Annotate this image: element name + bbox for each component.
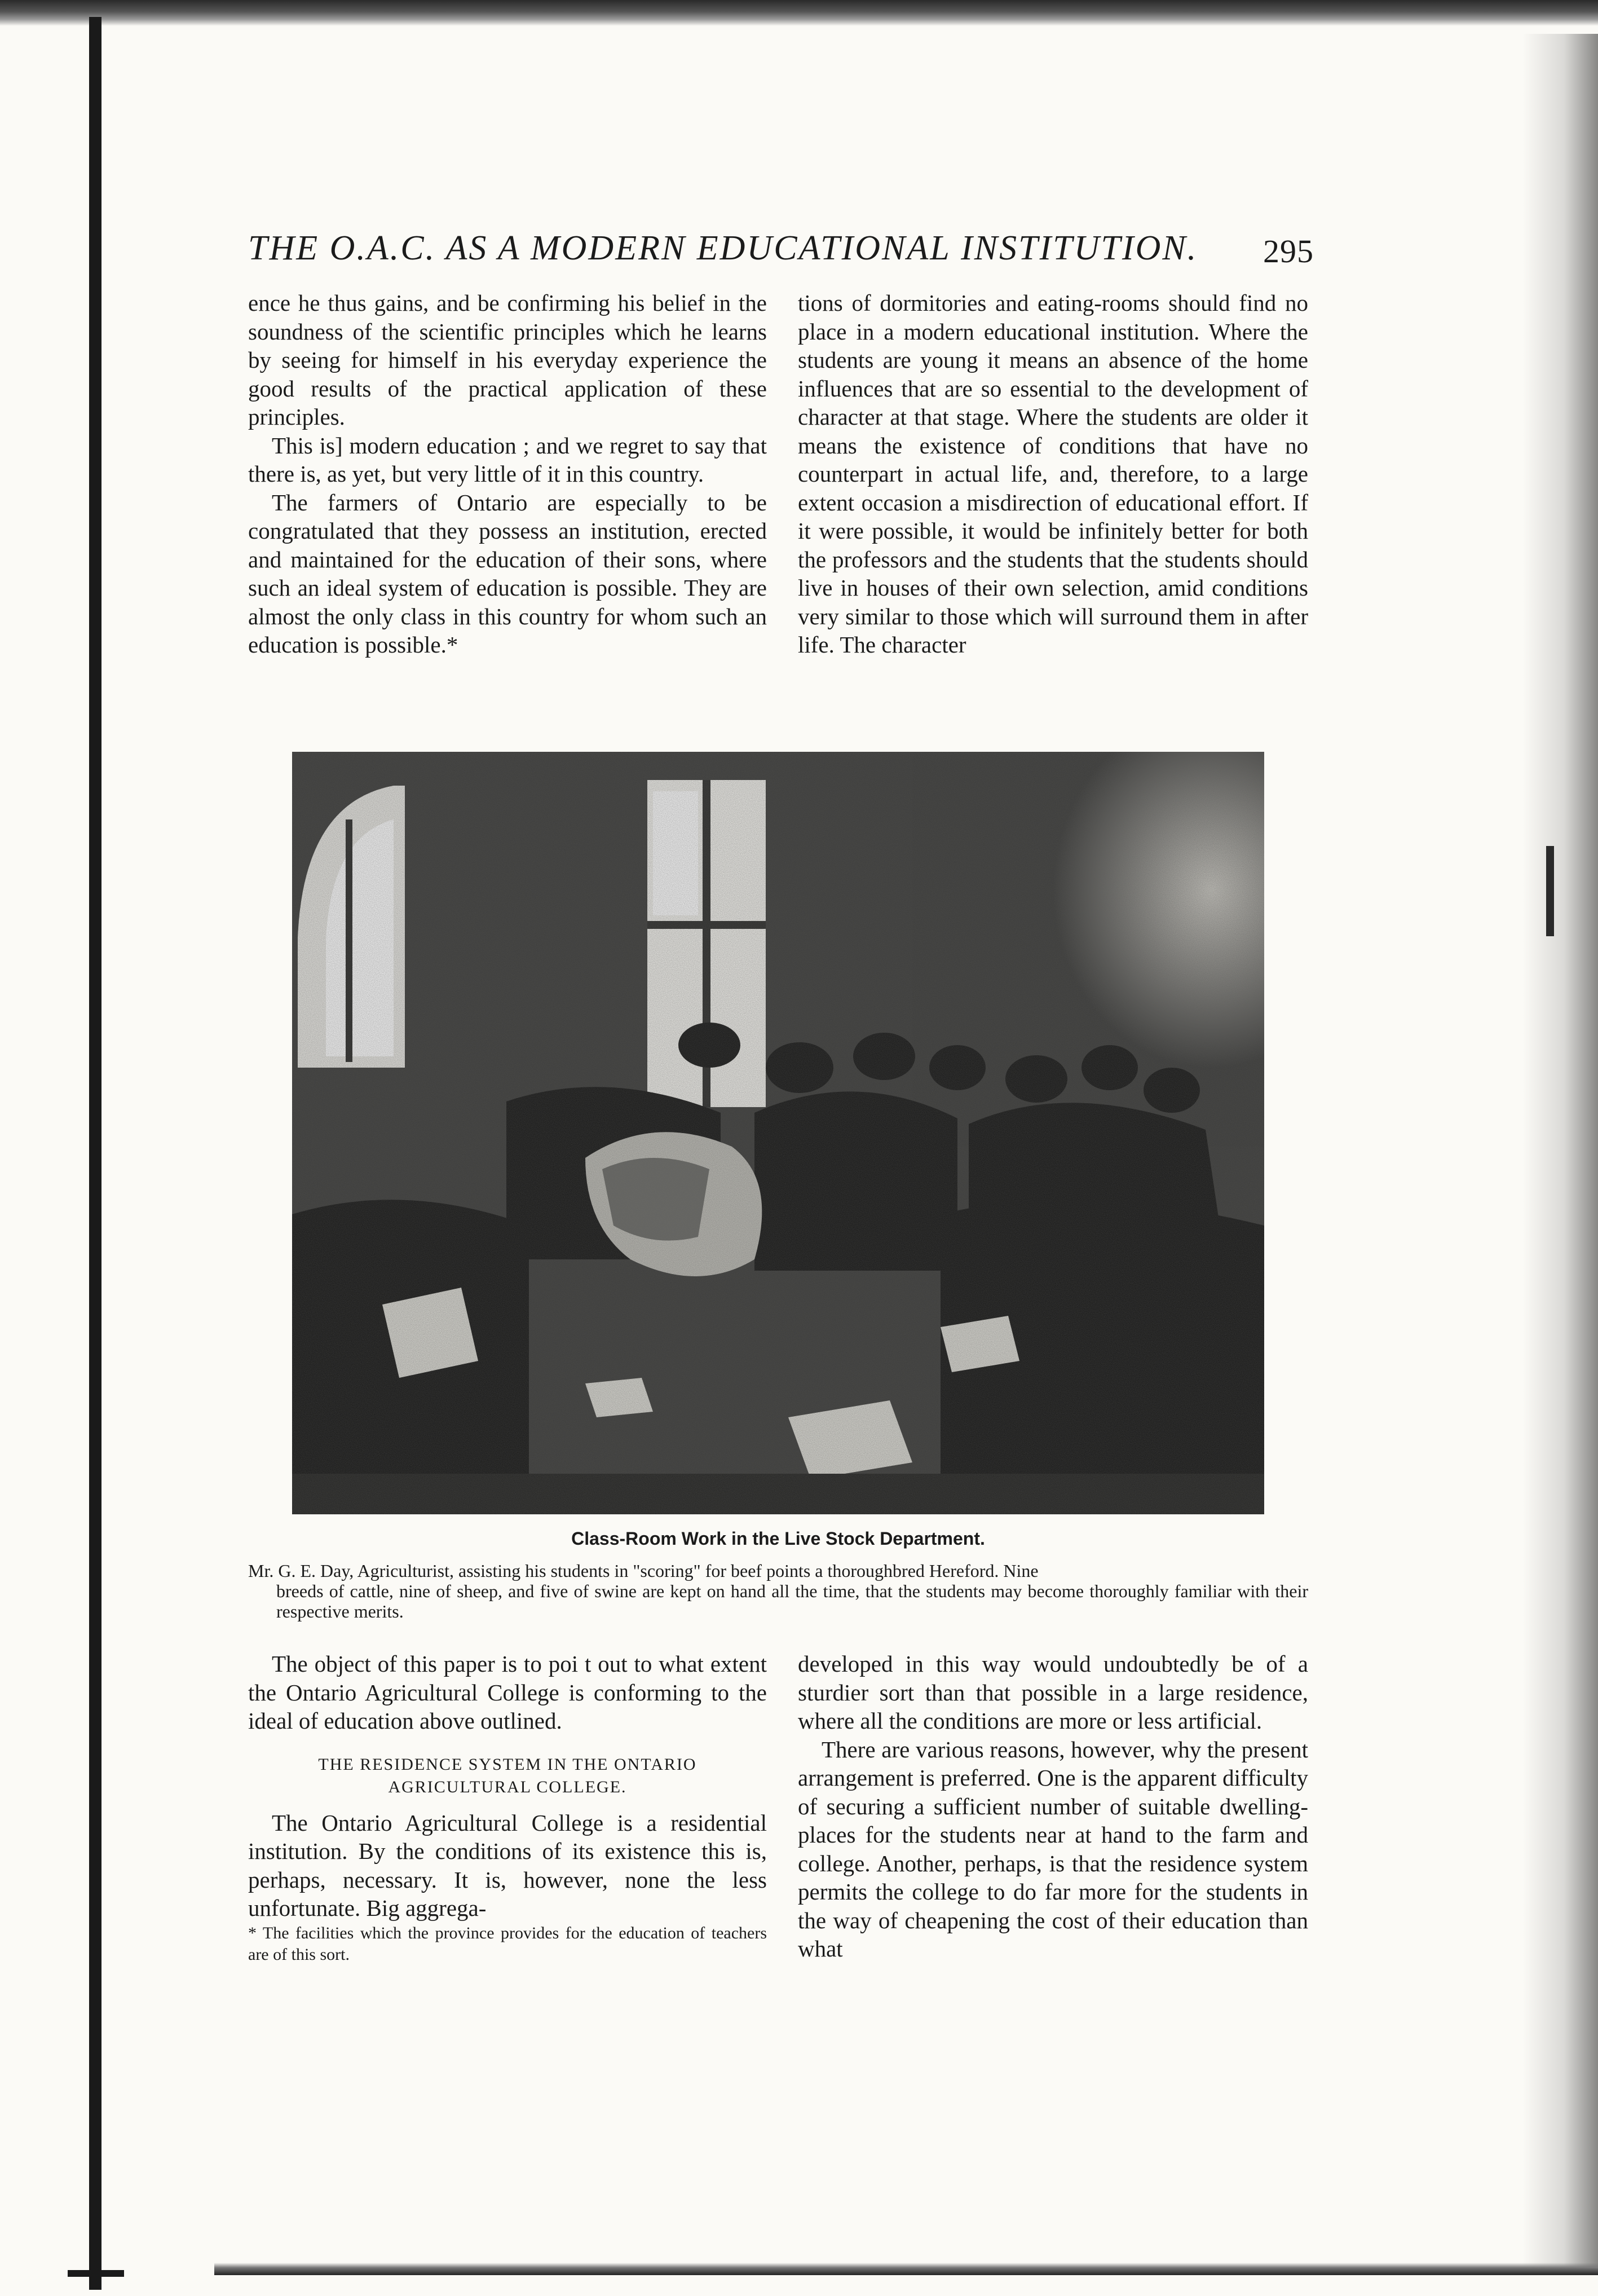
section-subheading: THE RESIDENCE SYSTEM IN THE ONTARIO AGRICULTURAL COLLEGE. [318,1755,697,1796]
scan-speck [1546,846,1554,936]
scan-edge-left [89,17,101,2290]
caption-line: Mr. G. E. Day, Agriculturist, assisting his students in "scoring" for beef points a thoroughbred Hereford. Nine [248,1561,1039,1581]
paragraph: ence he thus gains, and be confirming his belief in the soundness of the scientific principles which he learns by seeing for himself in his everyday experience the good results of the practical application of these principles. [248,290,767,430]
figure-title: Class-Room Work in the Live Stock Department. [571,1528,985,1549]
paragraph: tions of dormitories and eating-rooms should find no place in a modern educational institution. Where the students are young it means an absence of the home influences that are so essential to the development of character at that stage. Where the students are older it means the existence of conditions that have no counterpart in actual life, and, therefore, to a large extent occasion a misdirection of educational effort. If it were possible, it would be infinitely better for both the professors and the students that the students should live in houses of their own selection, amid conditions very similar to those which will surround them in after life. The character [798,290,1308,658]
classroom-photo-image [292,752,1264,1514]
running-header [248,228,1319,279]
page-number: 295 [1263,233,1314,270]
classroom-photo [292,752,1264,1514]
scan-edge-right [1522,34,1598,2267]
scan-edge-bottom [214,2263,1598,2275]
paragraph: The farmers of Ontario are especially to be congratulated that they possess an institution, erected and maintained for the education of their sons, where such an ideal system of education is possible. They are almost the only class in this country for whom such an education is possible.* [248,489,767,658]
scan-edge-left-foot [68,2270,124,2277]
column-bottom-right [798,1650,1308,1963]
paragraph: The object of this paper is to poi t out to what extent the Ontario Agricultural College is conforming to the ideal of education above outlined. [248,1651,767,1734]
column-bottom-left [248,1650,767,1966]
figure-caption [248,1561,1308,1621]
paragraph: The Ontario Agricultural College is a residential institution. By the conditions of its existence this is, perhaps, necessary. It is, however, none the less unfortunate. Big aggrega- [248,1809,767,1921]
paragraph: This is] modern education ; and we regret to say that there is, as yet, but very little of it in this country. [248,432,767,487]
scan-edge-top [0,0,1598,26]
paragraph: There are various reasons, however, why the present arrangement is preferred. One is the apparent difficulty of securing a sufficient number of suitable dwelling-places for the students near at hand to the farm and college. Another, perhaps, is that the residence system permits the college to do far more for the students in the way of cheapening the cost of their education than what [798,1736,1308,1962]
caption-line: breeds of cattle, nine of sheep, and five of swine are kept on hand all the time, that the students may become thoroughly familiar with their respective merits. [276,1581,1308,1621]
running-title: THE O.A.C. AS A MODERN EDUCATIONAL INSTITUTION. [248,229,1198,267]
paragraph: developed in this way would undoubtedly be of a sturdier sort than that possible in a large residence, where all the conditions are more or less artificial. [798,1651,1308,1734]
column-top-left [248,289,767,659]
column-top-right [798,289,1308,659]
footnote: * The facilities which the province provides for the education of teachers are of this sort. [248,1923,767,1964]
